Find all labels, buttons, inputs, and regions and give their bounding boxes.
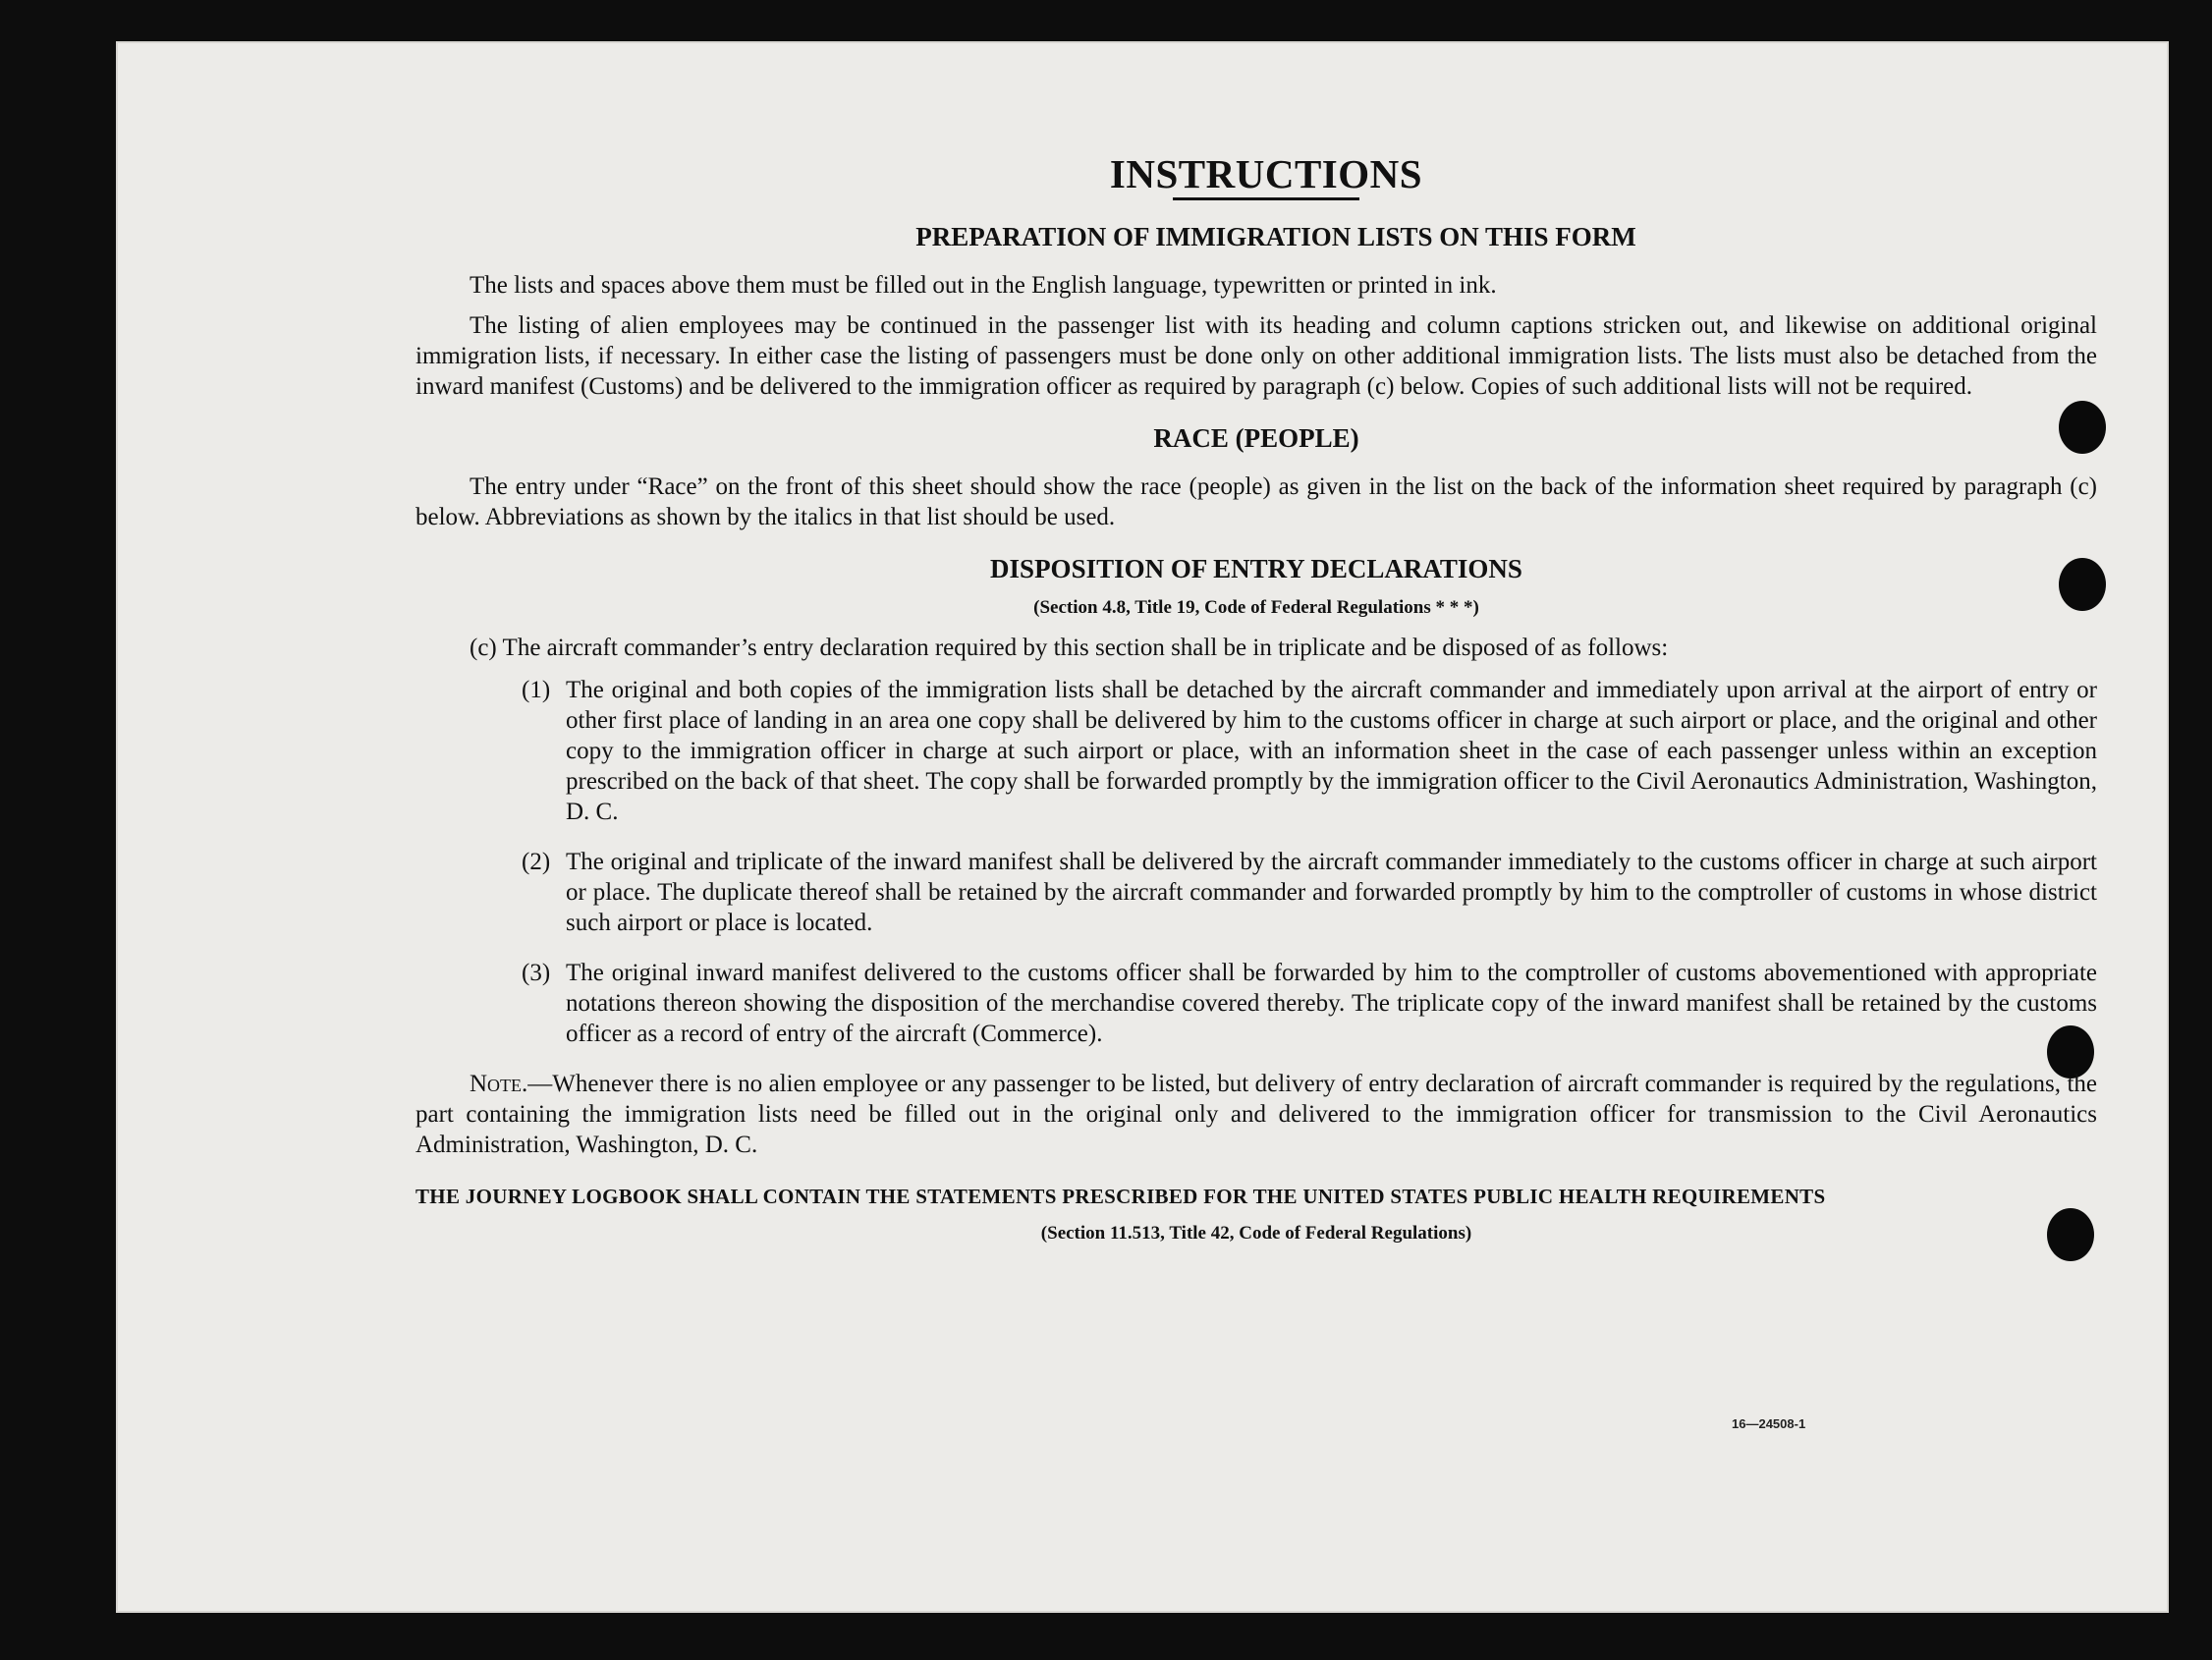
paragraph-english-language: The lists and spaces above them must be filled out in the English language, typewritten or printed in ink. <box>470 272 1497 299</box>
list-item-text: The original and both copies of the immigration lists shall be detached by the aircraft commander and immediately upon arrival at the airport of entry or other first place of landing in an area one copy shall be delivered by him to the customs officer in charge at such airport or place, and the original and other copy to the immigration officer in charge at such airport or place, with an information sheet in the case of each passenger unless within an exception prescribed on the back of that sheet. The copy shall be forwarded promptly by the immigration officer to the Civil Aeronautics Administration, Washington, D. C. <box>566 677 2097 825</box>
list-item-number: (1) <box>522 677 551 703</box>
logbook-statement: THE JOURNEY LOGBOOK SHALL CONTAIN THE STATEMENTS PRESCRIBED FOR THE UNITED STATES PUBLIC HEALTH REQUIREMENTS <box>415 1185 1826 1208</box>
note-paragraph <box>415 1069 2097 1160</box>
section-heading-disposition: DISPOSITION OF ENTRY DECLARATIONS <box>990 554 1522 583</box>
list-item-number: (2) <box>522 849 551 875</box>
list-item-text: The original and triplicate of the inward manifest shall be delivered by the aircraft commander immediately to the customs officer in charge at such airport or place. The duplicate thereof shall be retained by the aircraft commander and forwarded promptly by him to the comptroller of customs in whose district such airport or place is located. <box>566 849 2097 936</box>
citation-title-42: (Section 11.513, Title 42, Code of Federal Regulations) <box>1040 1223 1472 1244</box>
list-item-number: (3) <box>522 960 551 986</box>
document-sheet <box>116 41 2169 1613</box>
list-item <box>415 958 2097 1049</box>
note-text: —Whenever there is no alien employee or any passenger to be listed, but delivery of entry declaration of aircraft commander is required by the regulations, the part containing the immigration lists need be filled out in the original only and delivered to the immigration officer for transmission to the Civil Aeronautics Administration, Washington, D. C. <box>415 1071 2097 1158</box>
instructions-body <box>415 151 2097 1248</box>
section-heading-race: RACE (PEOPLE) <box>1153 423 1359 453</box>
disposition-list <box>415 675 2097 1049</box>
note-label: Note. <box>470 1071 528 1097</box>
citation-title-19: (Section 4.8, Title 19, Code of Federal Regulations * * *) <box>1033 597 1479 618</box>
list-item <box>415 675 2097 827</box>
list-item-text: The original inward manifest delivered to the customs officer shall be forwarded by him to the comptroller of customs abovementioned with appropriate notations thereon showing the disposition of the merchandise covered thereby. The triplicate copy of the inward manifest shall be retained by the customs officer as a record of entry of the aircraft (Commerce). <box>566 960 2097 1047</box>
list-item <box>415 847 2097 938</box>
form-number: 16—24508-1 <box>1732 1416 1806 1431</box>
section-heading-preparation: PREPARATION OF IMMIGRATION LISTS ON THIS FORM <box>915 222 1636 251</box>
paragraph-entry-declaration: (c) The aircraft commander’s entry declaration required by this section shall be in triplicate and be disposed of as follows: <box>470 635 1669 661</box>
paragraph-alien-employees: The listing of alien employees may be continued in the passenger list with its heading and column captions stricken out, and likewise on additional original immigration lists, if necessary. In either case the listing of passengers must be done only on other additional immigration lists. The lists must also be detached from the inward manifest (Customs) and be delivered to the immigration officer as required by paragraph (c) below. Copies of such additional lists will not be required. <box>415 312 2097 400</box>
page-title: INSTRUCTIONS <box>1109 151 1423 196</box>
title-rule <box>1173 197 1359 200</box>
paragraph-race: The entry under “Race” on the front of this sheet should show the race (people) as given in the list on the back of the information sheet required by paragraph (c) below. Abbreviations as shown by the italics in that list should be used. <box>415 473 2097 530</box>
